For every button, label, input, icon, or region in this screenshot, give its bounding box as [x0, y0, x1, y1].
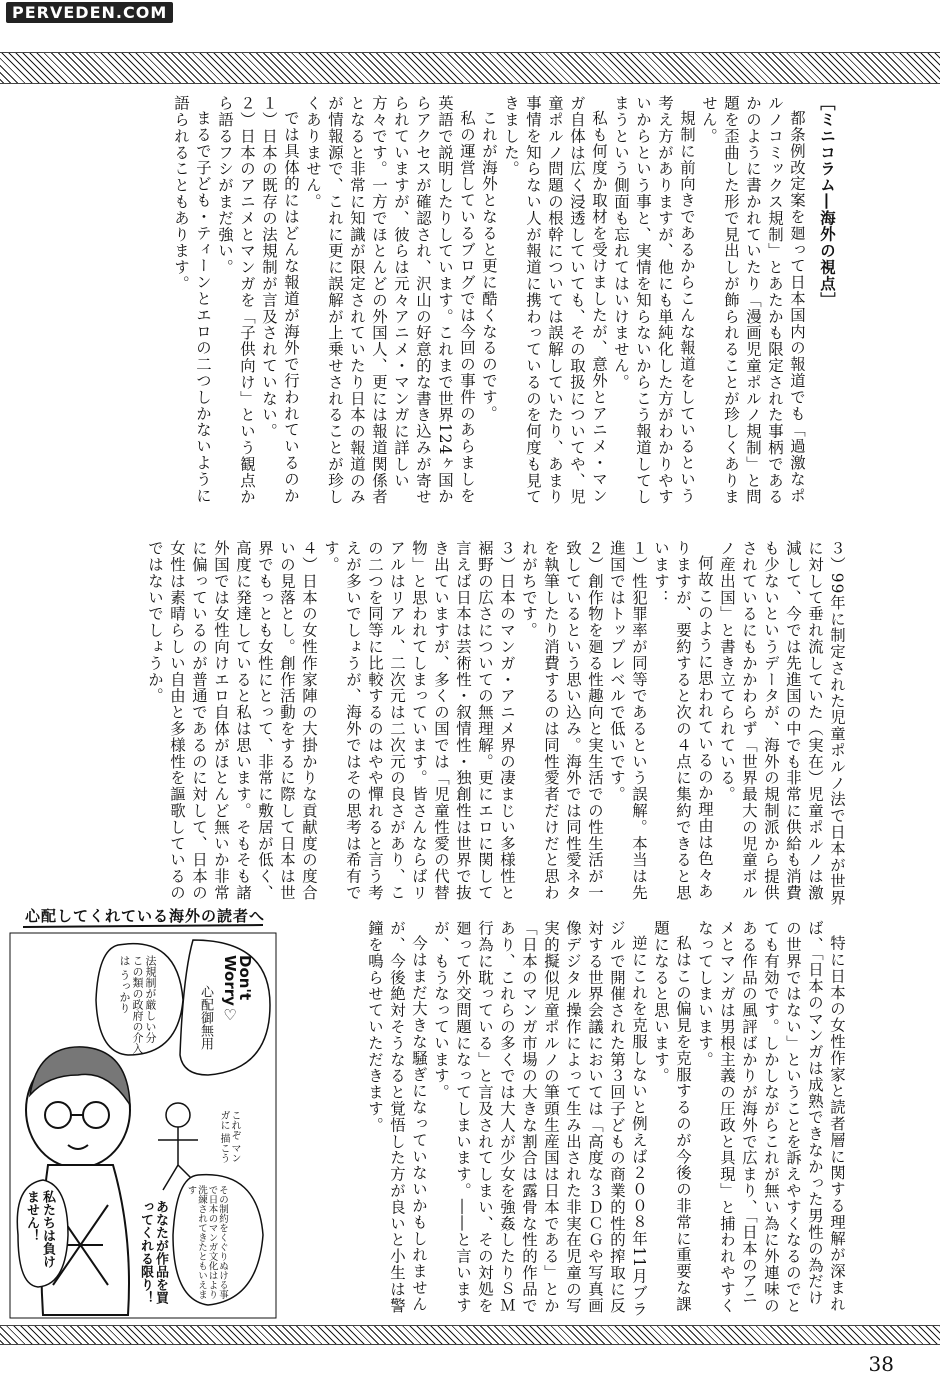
comic-speech-right: その制約をくぐりぬける事で日本のマンガ文化はより洗練されてきたともいえます — [185, 1185, 228, 1299]
comic-speech-shout: あなたが作品を買ってくれる限り！ — [138, 1200, 168, 1304]
comic-note-top: 法規制が厳しい分 この類の政府の介入は うっかり — [118, 955, 157, 1054]
comic-speech-kanji: 心配御無用 — [198, 985, 213, 1050]
bottom-paragraph: 私はこの偏見を克服するのが今後の非常に重要な課題になると思います。 — [652, 920, 692, 1313]
top-paragraph: これが海外となると更に酷くなるのです。 — [480, 110, 498, 422]
page-number: 38 — [868, 1352, 894, 1376]
watermark: PERVEDEN.COM — [6, 2, 173, 23]
bottom-list-item: ３）99年に制定された児童ポルノ法で日本が世界に対して垂れ流していた（実在）児童ポルノは激減して、今では先進国の中でも非常に供給も消費も少ないというデータが、海外の規制派から提供されているにもかかわらず「世界最大の児童ポルノ産出国」と書き立てられている。 — [718, 540, 846, 906]
bottom-text-block-upper — [146, 540, 848, 910]
top-paragraph: 私の運営しているブログでは今回の事件のあらましを英語で説明したりしています。これまで世界124ヶ国からアクセスが確認され、沢山の好意的な書き込みが寄せられていますが、彼らは元々アニメ・マンガに詳しい方々です。一方でほとんどの外国人、更には報道関係者となると非常に知識が限定されていたり日本の報道のみが情報源で、これに更に誤解が上乗せされることが珍しくありません。 — [304, 95, 476, 505]
top-list-item: ２）日本のアニメとマンガを「子供向け」という観点から語るフシがまだ強い。 — [216, 95, 256, 505]
top-list-item: １）日本の既存の法規制が言及されていない。 — [260, 95, 278, 440]
top-paragraph: 都条例改定案を廻って日本国内の報道でも「過激なポルノコミックス規制」とあたかも限定された事柄であるかのように書かれていたり「漫画児童ポルノ規制」と問題を歪曲した形で見出しが飾られることが珍しくありません。 — [700, 95, 806, 505]
bottom-paragraph: 何故このように思われているのか理由は色々ありますが、要約すると次の４点に集約できると思います： — [652, 540, 714, 901]
bottom-paragraph: 今はまだ大きな騒ぎになっていないかもしれませんが、今後絶対そうなると覚悟した方が良いと小生は警鐘を鳴らせていただきます。 — [366, 920, 428, 1314]
comic-speech-bottom: 私たちは負けません！ — [24, 1190, 55, 1268]
bottom-paragraph: 逆にこれを克服しないと例えば２００８年11月ブラジルで開催された第３回子どもの商業的性的搾取に反対する世界会議においては「高度な３ＤＣＧや写真画像デジタル操作によって生み出された非実在児童の写実的擬似児童ポルノの筆頭生産国は日本である」とか「日本のマンガ市場の大きな割合は露骨な性的作品であり、これらの多くでは大人が少女を強姦したりＳＭ行為に耽っている」と言及されてしまい、その対処を廻って外交問題になってしまいます。――と言いますが、もうなっています。 — [432, 920, 648, 1318]
comic-title: 心配してくれている海外の読者へ — [25, 907, 266, 925]
top-paragraph: では具体的にはどんな報道が海外で行われているのか — [282, 110, 300, 504]
bottom-list-item: ３）日本のマンガ・アニメ界の凄まじい多様性と裾野の広さについての無理解。更にエロに関して言えば日本は芸術性・叙情性・独創性は世界で抜き出ていますが、多くの国では「児童性愛の代替物」と思われてしまっています。皆さんならばリアルはリアル、二次元は二次元の良さがあり、この二つを同等に比較するのはやや憚れると言う考えが多いでしょうが、海外ではその思考は希有です。 — [322, 540, 516, 901]
column-heading: ［ミニコラム―海外の視点］ — [818, 95, 836, 309]
top-paragraph: 規制に前向きであるからこんな報道をしているという考え方がありますが、他にも単純化した方がわかりやすいからという事と、実情を知らないからこう報道してしまうという側面も忘れてはいけません。 — [612, 95, 696, 505]
comic-note-cry: これぞ マンガに 描こう — [218, 1110, 240, 1164]
top-paragraph: まるで子ども・ティーンとエロの二つしかないように語られることもあります。 — [172, 95, 212, 504]
top-text-block — [98, 95, 838, 515]
decorative-band-top — [0, 52, 940, 84]
decorative-band-bottom — [0, 1325, 940, 1345]
comic-speech-dont-worry: Don't Worry♡ — [221, 955, 254, 1024]
bottom-list-item: １）性犯罪率が同等であるという誤解。本当は先進国ではトップレベルで低いです。 — [608, 540, 648, 901]
bottom-text-block-lower — [268, 920, 848, 1320]
top-paragraph: 私も何度か取材を受けましたが、意外とアニメ・マンガ自体は広く浸透していても、その取扱についてや、児童ポルノ問題の根幹については誤解していたり、あまり事情を知らない人が報道に携わっているのを何度も見てきました。 — [502, 95, 608, 505]
bottom-list-item: ４）日本の女性作家陣の大掛かりな貢献度の度合いの見落とし。創作活動をするに際して日本は世界でもっとも女性にとって、非常に敷居が低く、高度に発達していると私は思います。そもそも諸外国では女性向けエロ自体がほとんど無いか非常に偏っているのが普通であるのに対して、日本の女性は素晴らしい自由と多様性を謳歌しているのではないでしょうか。 — [146, 540, 318, 901]
bottom-paragraph: 特に日本の女性作家と読者層に関する理解が深まれば、「日本のマンガは成熟できなかった男性の為だけの世界ではない」ということを訴えやすくなるのでとても有効です。しかしながらこれが無い為に外連味のある作品の風評ばかりが海外で広まり、「日本のアニメとマンガは男根主義の圧政と具現」と捕われやすくなってしまいます。 — [696, 920, 846, 1314]
bottom-list-item: ２）創作物を廻る性趣向と実生活での性生活が一致しているという思い込み。海外では同性愛ネタを執筆したり消費するのは同性愛者だけだと思われがちです。 — [520, 540, 604, 901]
